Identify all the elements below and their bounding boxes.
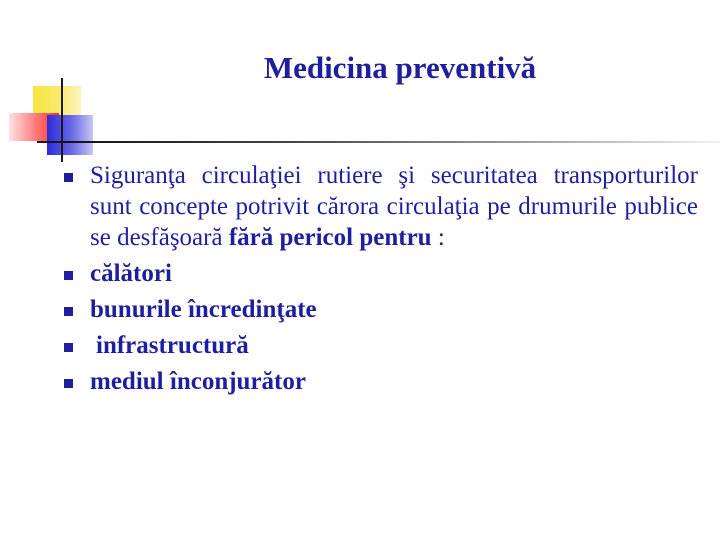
intro-paragraph: [90, 160, 698, 253]
intro-bold-text: fără pericol pentru: [228, 224, 432, 251]
square-bullet-icon: [64, 271, 73, 280]
title-underline-rule: [60, 141, 720, 143]
list-item-text: infrastructură: [96, 332, 249, 359]
list-item: [62, 294, 698, 325]
list-item: [62, 258, 698, 289]
square-bullet-icon: [64, 343, 73, 352]
square-bullet-icon: [64, 307, 73, 316]
decorative-blue-square: [47, 115, 93, 155]
list-item: [62, 366, 698, 397]
square-bullet-icon: [64, 379, 73, 388]
list-item: [62, 160, 698, 253]
list-item-text: mediul înconjurător: [90, 368, 306, 395]
intro-text: Siguranţa circulaţiei rutiere şi securitatea transporturilor sunt concepte potrivit cărora circulaţia pe drumurile publice se desfăşoară: [90, 162, 698, 251]
slide-body: [62, 160, 698, 402]
square-bullet-icon: [64, 173, 73, 182]
list-item-text: bunurile încredinţate: [90, 296, 317, 323]
list-item: [62, 330, 698, 361]
list-item-text: călători: [90, 260, 172, 287]
slide-title: Medicina preventivă: [263, 50, 537, 85]
decorative-vertical-line: [61, 78, 63, 162]
intro-tail: :: [431, 224, 445, 251]
